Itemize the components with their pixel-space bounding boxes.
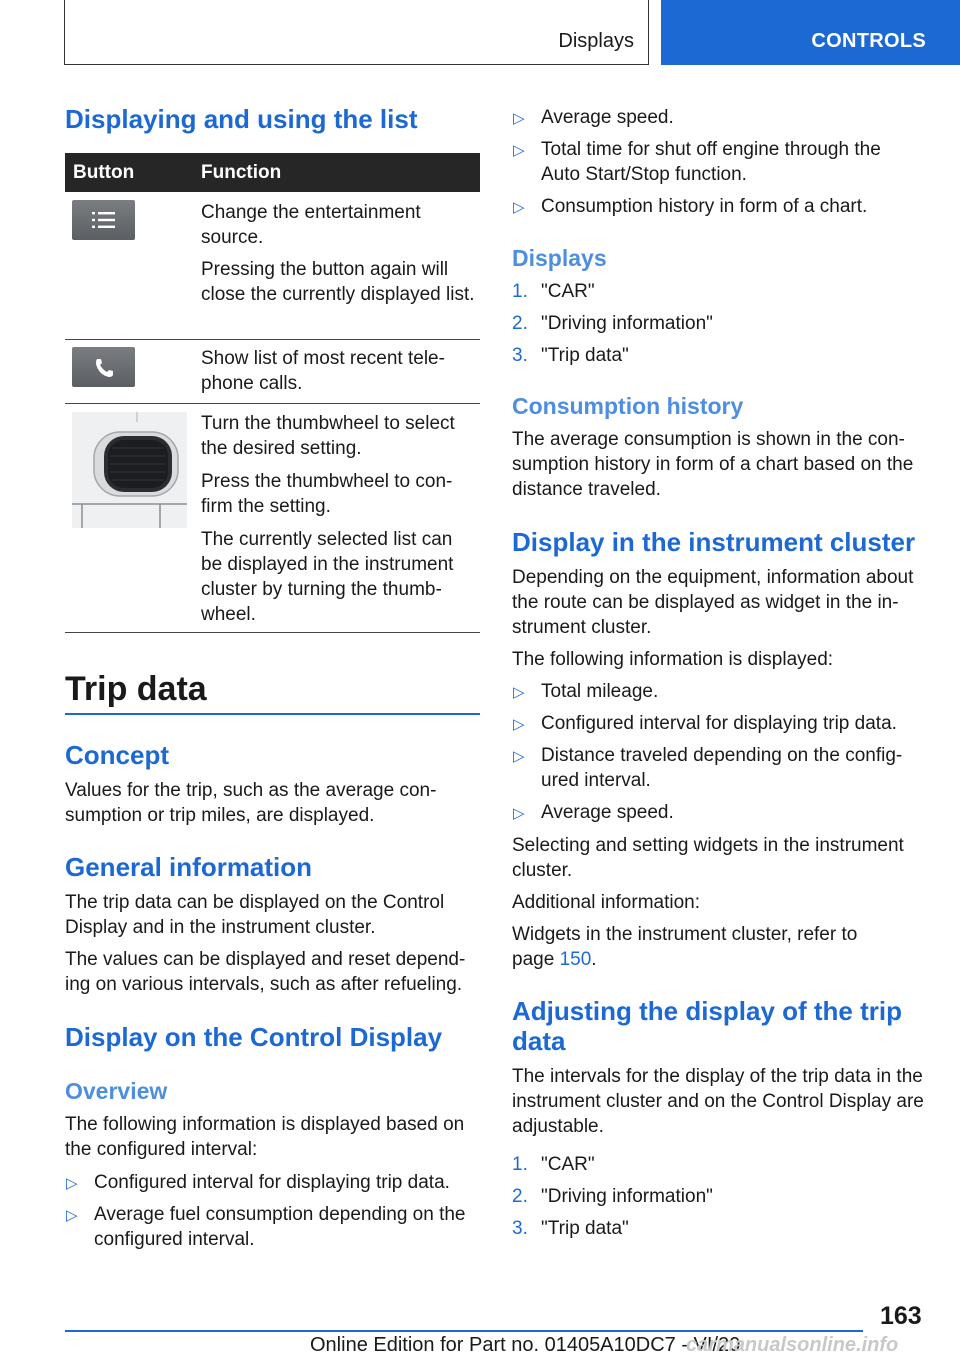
adjust-text: The intervals for the display of the trip data in the instrument cluster and on the Control Display are adjustable. [512,1066,924,1137]
list-item: ▷ Average fuel consumption depending on the configured interval. [66,1204,466,1250]
cluster-text-4: Additional information: [512,892,700,913]
consumption-text: The average consumption is shown in the con‐sumption history in form of a chart based on the distance traveled. [512,429,914,500]
cluster-heading: Display in the instrument cluster [512,527,916,557]
footer-edition: Online Edition for Part no. 01405A10DC7 - VI/20 [310,1334,741,1356]
list-item: 2. "Driving information" [512,1186,713,1207]
table-header [65,153,480,192]
list-number: 3. [512,345,528,366]
list-item: 3. "Trip data" [512,1218,629,1239]
page-number: 163 [880,1302,922,1330]
footer-watermark: carmanualsonline.info [686,1334,899,1356]
concept-heading: Concept [65,740,169,770]
header-chapter-tab[interactable] [661,0,960,65]
list-heading: Displaying and using the list [65,104,418,134]
general-text-1: The trip data can be displayed on the Control Display and in the instrument cluster. [65,892,445,938]
list-number: 3. [512,1218,528,1239]
table-divider [65,403,480,404]
bullet-icon: ▷ [513,199,525,216]
table-row [201,346,476,396]
list-item: 1. "CAR" [512,1154,595,1175]
thumbwheel-image [72,412,187,528]
table-cell-text: Turn the thumbwheel to select the desired setting. [201,413,455,459]
list-icon [72,200,135,240]
list-item: ▷ Configured interval for displaying trip data. [65,1170,475,1195]
cluster-text-1: Depending on the equipment, information about the route can be displayed as widget in the in‐strument cluster. [512,567,914,638]
table-cell-text: Show list of most recent tele‐phone calls. [201,348,445,394]
overview-text: The following information is displayed based on the configured interval: [65,1114,465,1160]
control-display-heading: Display on the Control Display [65,1022,443,1052]
table-cell-text: The currently selected list can be displayed in the instrument cluster by turning the thumb‐wheel. [201,529,454,625]
list-number: 2. [512,1186,528,1207]
page-link[interactable]: 150 [559,949,592,970]
table-divider [65,632,480,633]
table-header-button: Button [73,162,135,183]
page-title: Trip data [65,670,207,708]
overview-heading: Overview [65,1078,168,1104]
consumption-heading: Consumption history [512,393,744,419]
general-heading: General information [65,852,313,882]
title-rule [65,713,480,715]
cluster-text-5: Widgets in the instrument cluster, refer to page 150. [512,924,858,970]
general-text-2: The values can be displayed and reset depend‐ing on various intervals, such as after refueling. [65,949,466,995]
table-divider [65,339,480,340]
phone-icon [72,347,135,387]
list-item: ▷ Consumption history in form of a chart. [512,194,932,219]
bullet-icon: ▷ [513,716,525,733]
displays-heading: Displays [512,245,607,271]
list-item: 3. "Trip data" [512,345,629,366]
bullet-icon: ▷ [513,684,525,701]
list-item: ▷ Configured interval for displaying trip data. [512,711,932,736]
list-item: ▷ Average speed. [512,105,932,130]
table-row [201,200,476,307]
cluster-text-3: Selecting and setting widgets in the instrument cluster. [512,835,904,881]
list-item: ▷ Distance traveled depending on the config‐ured interval. [513,745,903,791]
concept-text: Values for the trip, such as the average con‐sumption or trip miles, are displayed. [65,780,437,826]
list-item: ▷ Total time for shut off engine through the Auto Start/Stop function. [513,139,881,185]
list-number: 1. [512,281,528,302]
table-cell-text: Press the thumbwheel to con‐firm the setting. [201,471,453,517]
bullet-icon: ▷ [513,748,525,765]
header-chapter-title: CONTROLS [811,30,926,52]
bullet-icon: ▷ [66,1175,78,1192]
table-header-function: Function [201,162,282,183]
bullet-icon: ▷ [513,110,525,127]
bullet-icon: ▷ [513,142,525,159]
footer-rule [65,1330,863,1332]
bullet-icon: ▷ [513,805,525,822]
list-item: 1. "CAR" [512,281,595,302]
list-item: ▷ Total mileage. [512,679,932,704]
table-cell-text: Change the entertainment source. [201,202,421,248]
header-section-title: Displays [558,30,634,52]
header-section-box [64,0,649,65]
list-item: 2. "Driving information" [512,313,713,334]
list-item: ▷ Average speed. [512,800,932,825]
bullet-icon: ▷ [66,1207,78,1224]
list-number: 1. [512,1154,528,1175]
adjust-heading: Adjusting the display of the trip data [512,996,902,1056]
table-row [201,411,476,627]
cluster-text-2: The following information is displayed: [512,649,834,670]
list-number: 2. [512,313,528,334]
table-cell-text: Pressing the button again will close the currently displayed list. [201,259,475,305]
